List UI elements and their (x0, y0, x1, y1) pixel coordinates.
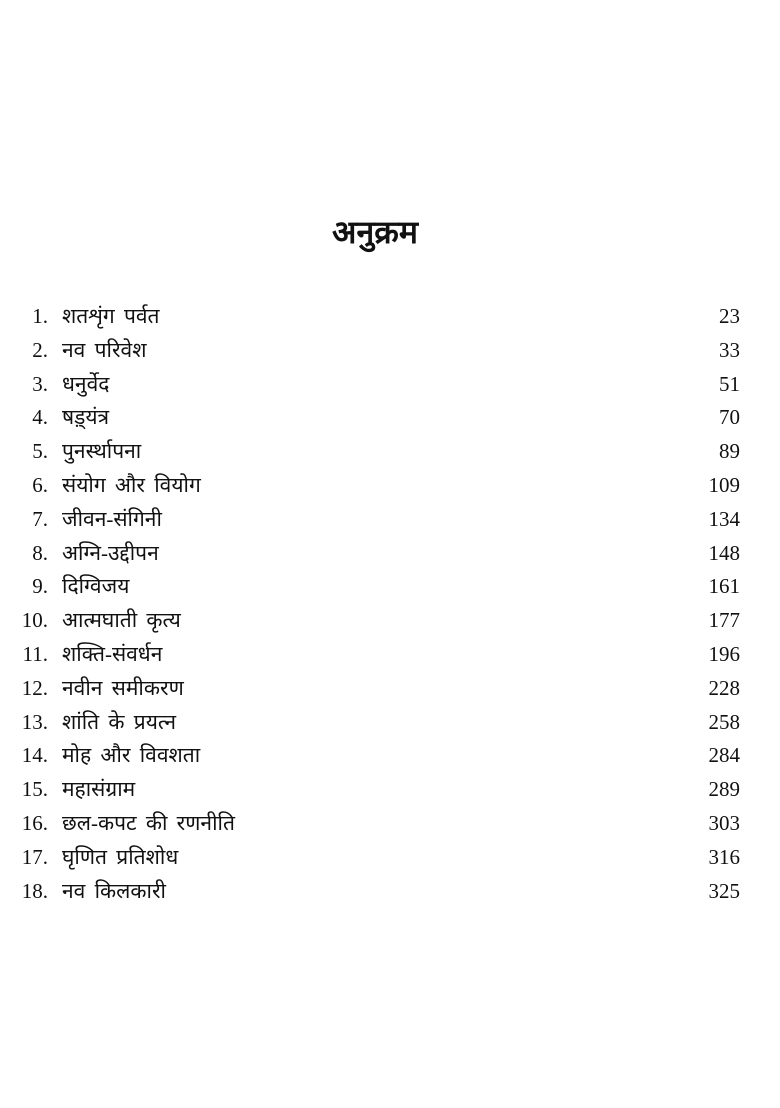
entry-number: 7. (32, 506, 48, 531)
entry-title: षड़्यंत्र (62, 405, 110, 430)
toc-entry (0, 469, 780, 503)
toc-entry (0, 570, 780, 604)
entry-number: 2. (32, 337, 48, 362)
toc-entry (0, 807, 780, 841)
entry-title: शांति के प्रयत्न (62, 709, 176, 734)
entry-page-number: 109 (708, 472, 740, 497)
entry-page-number: 51 (719, 371, 740, 396)
entry-number: 13. (21, 709, 48, 734)
toc-entry (0, 773, 780, 807)
entry-number: 1. (32, 304, 48, 328)
entry-page-number: 177 (708, 608, 740, 633)
page-title: अनुक्रम (332, 214, 418, 250)
toc-entry (0, 841, 780, 875)
entry-page-number: 284 (708, 743, 740, 768)
toc-entry (0, 435, 780, 469)
toc-entry (0, 300, 780, 334)
entry-page-number: 89 (719, 439, 740, 464)
entry-title: घृणित प्रतिशोध (62, 844, 179, 869)
toc-entry (0, 706, 780, 740)
entry-title: नव किलकारी (62, 878, 166, 903)
entry-number: 14. (21, 743, 48, 768)
entry-page-number: 134 (708, 506, 740, 531)
toc-entry (0, 638, 780, 672)
entry-number: 16. (21, 810, 48, 835)
entry-page-number: 161 (708, 574, 740, 599)
entry-title: संयोग और वियोग (62, 472, 201, 497)
entry-title: आत्मघाती कृत्य (62, 608, 181, 633)
entry-page-number: 303 (708, 810, 740, 835)
entry-number: 5. (32, 439, 48, 464)
entry-page-number: 148 (708, 540, 740, 565)
entry-title: जीवन-संगिनी (62, 506, 162, 531)
entry-number: 17. (21, 844, 48, 869)
entry-title: छल-कपट की रणनीति (62, 810, 235, 835)
entry-number: 11. (22, 641, 48, 666)
entry-page-number: 289 (708, 777, 740, 802)
toc-entry (0, 875, 780, 909)
entry-number: 12. (21, 675, 48, 700)
entry-title: मोह और विवशता (62, 743, 201, 768)
entry-number: 18. (21, 878, 48, 903)
entry-page-number: 258 (708, 709, 740, 734)
toc-entry (0, 739, 780, 773)
entry-title: दिग्विजय (62, 574, 130, 599)
entry-number: 10. (21, 608, 48, 633)
toc-entry (0, 368, 780, 402)
entry-title: नवीन समीकरण (62, 675, 184, 700)
entry-title: शतशृंग पर्वत (62, 304, 160, 328)
entry-page-number: 33 (719, 337, 740, 362)
toc-entry (0, 401, 780, 435)
toc-entry (0, 604, 780, 638)
entry-title: नव परिवेश (62, 337, 147, 362)
entry-title: शक्ति-संवर्धन (62, 641, 163, 666)
entry-title: महासंग्राम (62, 777, 136, 802)
entry-title: धनुर्वेद (62, 371, 110, 396)
toc-entry (0, 503, 780, 537)
entry-page-number: 23 (719, 304, 740, 328)
entry-number: 3. (32, 371, 48, 396)
entry-number: 8. (32, 540, 48, 565)
entry-page-number: 228 (708, 675, 740, 700)
entry-number: 9. (32, 574, 48, 599)
entry-number: 6. (32, 472, 48, 497)
entry-page-number: 70 (719, 405, 740, 430)
table-of-contents (0, 300, 780, 908)
entry-title: पुनर्स्थापना (62, 439, 142, 464)
entry-page-number: 325 (708, 878, 740, 903)
toc-entry (0, 537, 780, 571)
toc-entry (0, 334, 780, 368)
entry-page-number: 196 (708, 641, 740, 666)
entry-number: 4. (32, 405, 48, 430)
entry-page-number: 316 (708, 844, 740, 869)
toc-entry (0, 672, 780, 706)
entry-number: 15. (21, 777, 48, 802)
entry-title: अग्नि-उद्दीपन (62, 540, 159, 565)
